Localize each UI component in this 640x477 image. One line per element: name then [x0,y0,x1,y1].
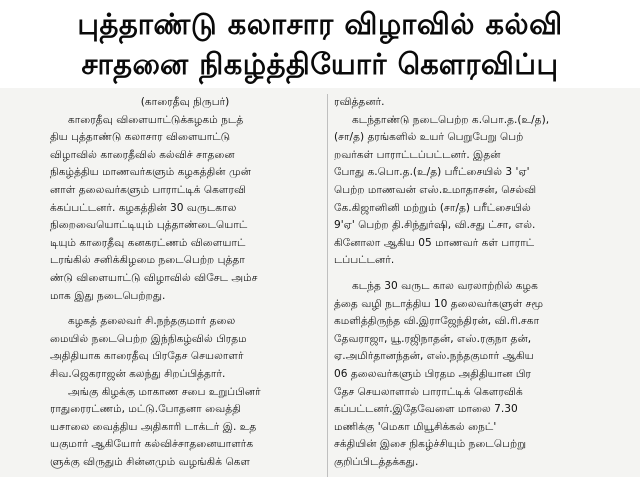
text-line: கப்பட்டனர்.இதேவேளை மாலை 7.30 [334,403,518,416]
text-line: ரவித்தனர். [334,96,385,108]
left-para-2 [50,313,320,383]
text-line: (சா/த) தரங்களில் உயர் பெறுபேறு பெற் [334,131,524,144]
text-line: கமளித்திருந்த வி.இராஜேந்திரன், வி.ரி.சகா [334,315,540,328]
article-body [0,88,640,477]
text-line: திய புத்தாண்டு கலாசார விளையாட்டு [50,131,231,144]
headline-line-2: சாதனை நிகழ்த்தியோர் கௌரவிப்பு [81,47,559,81]
left-para-1 [50,112,320,306]
text-line: விழாவில் காரைதீவில் கல்விச் சாதனை [50,148,235,161]
text-line: கடந்த 30 வருட கால வரலாற்றில் கழக [352,279,538,292]
text-line: கழகத் தலைவர் சி.நந்தகுமார் தலை [68,315,236,328]
text-line: க்கப்பட்டனர். கழகத்தின் 30 வருடகால [50,201,237,214]
headline-line-1: புத்தாண்டு கலாசார விழாவில் கல்வி [77,7,563,41]
text-line: யகுமார் ஆகியோர் கல்விச்சாதனையாளர்க [50,438,254,451]
text-line: ஏ.அமிர்தானந்தன், எஸ்.நந்தகுமார் ஆகிய [334,350,534,363]
text-line: அதிதியாக காரைதீவு பிரதேச செயலாளர் [50,350,244,363]
text-line: நிறைவையொட்டியும் புத்தாண்டையொட் [50,219,248,232]
text-line: த்தை வழி நடாத்திய 10 தலைவர்களுள் சமூ [334,297,544,310]
text-line: மாக இது நடைபெற்றது. [50,289,166,302]
text-line: மையில் நடைபெற்ற இந்நிகழ்வில் பிரதம [50,332,247,345]
text-line: ராதுரைரட்ணம், மட்டு.போதனா வைத்தி [50,403,241,416]
text-line: யசாலை வைத்திய அதிகாரி டாக்டர் இ. உத [50,420,257,433]
text-line: காரைதீவு விளையாட்டுக்கழகம் நடத் [68,113,244,126]
text-line: கே.கிஜானினி மற்றும் (சா/த) பரீட்சையில் [334,201,531,214]
text-line: டரங்கில் சனிக்கிழமை நடைபெற்ற புத்தா [50,254,245,267]
headline [0,0,640,88]
right-column [334,94,616,477]
text-line: சிவ.ஜெகராஜன் கலந்து சிறப்பித்தார். [50,367,226,380]
text-line: பெற்ற மாணவன் எஸ்.உமாதாசன், செல்வி [334,183,537,196]
byline: (காரைதீவு நிருபர்) [140,96,230,108]
text-line: போது க.பொ.த.(உ/த) பரீட்சையில் 3 'ஏ' [334,166,530,179]
text-line: கினோலா ஆகிய 05 மாணவர் கள் பாராட் [334,236,535,249]
text-line: ளுக்கு விருதும் சின்னமும் வழங்கிக் கௌ [50,455,250,468]
paragraph-gap [334,270,616,278]
text-line: குறிப்பிடத்தக்கது. [334,455,419,468]
text-line: நிகழ்த்திய மாணவர்களும் கழகத்தின் முன் [50,166,251,179]
text-line: றவர்கள் பாராட்டப்பட்டனர். இதன் [334,148,501,161]
text-line: தேச செயலாளால் பாராட்டிக் கௌரவிக் [334,385,523,398]
text-line: ண்டு விளையாட்டு விழாவில் விசேட அம்ச [50,271,258,284]
text-line: டியும் காரைதீவு கனகரட்ணம் விளையாட் [50,236,246,249]
text-line: டப்பட்டனர். [334,254,395,267]
text-line: மணிக்கு 'மெகா மியூசிக்கல் நைட்' [334,420,497,433]
text-line: சக்தியின் இசை நிகழ்ச்சியும் நடைபெற்று [334,438,527,451]
text-line: கடந்தாண்டு நடைபெற்ற க.பொ.த.(உ/த), [352,113,550,126]
text-line: அங்கு கிழக்கு மாகாண சபை உறுப்பினர் [68,385,261,398]
left-column [50,94,320,477]
paragraph-gap [50,305,320,313]
right-para-1 [334,112,616,270]
left-para-3 [50,384,320,472]
text-line: 9'ஏ' பெற்ற தி.சிந்துர்ஷி, வி.சது ட்சா, எல். [334,219,536,232]
column-divider [327,94,328,477]
text-line: னாள் தலைவர்களும் பாராட்டிக் கௌரவி [50,183,246,196]
text-line: 06 தலைவர்களும் பிரதம அதிதியான பிர [334,367,532,380]
right-para-2 [334,278,616,472]
text-line: தேவராஜா, யூ.ரஜிநாதன், எஸ்.ரகுநா தன், [334,332,532,345]
